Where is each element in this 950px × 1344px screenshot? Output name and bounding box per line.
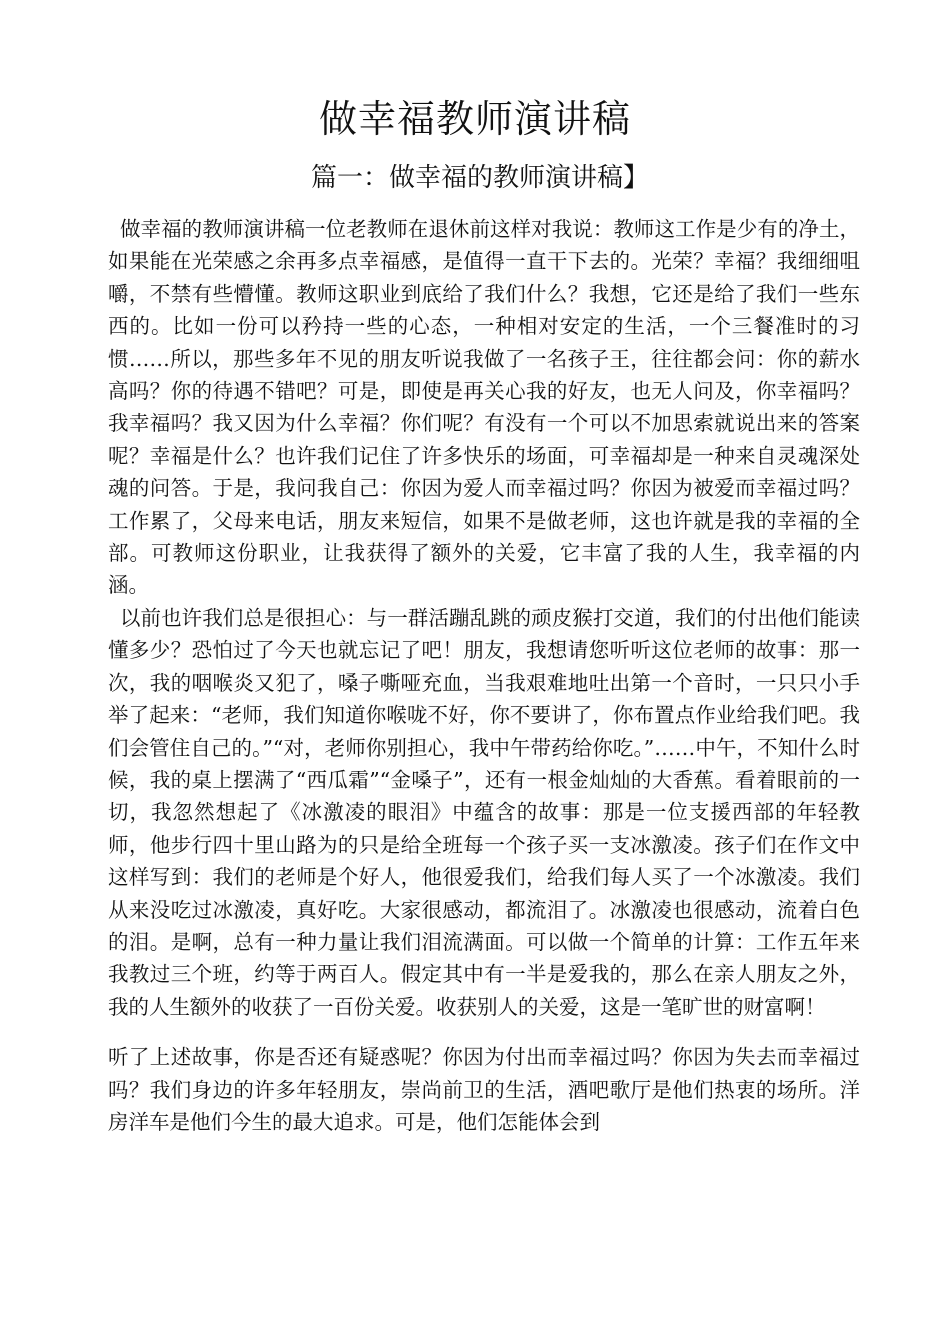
paragraph: 做幸福的教师演讲稿一位老教师在退休前这样对我说：教师这工作是少有的净土，如果能在光荣感之余再多点幸福感，是值得一直干下去的。光荣？幸福？我细细咀嚼，不禁有些懵懂。教师这职业到底给了我们什么？我想，它还是给了我们一些东西的。比如一份可以矜持一些的心态，一种相对安定的生活，一个三餐准时的习惯……所以，那些多年不见的朋友听说我做了一名孩子王，往往都会问：你的薪水高吗？你的待遇不错吧？可是，即使是再关心我的好友，也无人问及，你幸福吗？我幸福吗？我又因为什么幸福？你们呢？有没有一个可以不加思索就说出来的答案呢？幸福是什么？也许我们记住了许多快乐的场面，可幸福却是一种来自灵魂深处魂的问答。于是，我问我自己：你因为爱人而幸福过吗？你因为被爱而幸福过吗？工作累了，父母来电话，朋友来短信，如果不是做老师，这也许就是我的幸福的全部。可教师这份职业，让我获得了额外的关爱，它丰富了我的人生，我幸福的内涵。 [108,217,860,598]
document-subtitle: 篇一：做幸福的教师演讲稿】 [310,163,649,193]
document-body [108,213,860,1138]
paragraph: 听了上述故事，你是否还有疑惑呢？你因为付出而幸福过吗？你因为失去而幸福过吗？我们身边的许多年轻朋友，崇尚前卫的生活，酒吧歌厅是他们热衷的场所。洋房洋车是他们今生的最大追求。可是，他们怎能体会到 [108,1045,860,1134]
paragraph: 以前也许我们总是很担心：与一群活蹦乱跳的顽皮猴打交道，我们的付出他们能读懂多少？恐怕过了今天也就忘记了吧！朋友，我想请您听听这位老师的故事：那一次，我的咽喉炎又犯了，嗓子嘶哑充血，当我艰难地吐出第一个音时，一只只小手举了起来：“老师，我们知道你喉咙不好，你不要讲了，你布置点作业给我们吧。我们会管住自己的。”“对，老师你别担心，我中午带药给你吃。”……中午，不知什么时候，我的桌上摆满了“西瓜霜”“金嗓子”，还有一根金灿灿的大香蕉。看着眼前的一切，我忽然想起了《冰激凌的眼泪》中蕴含的故事：那是一位支援西部的年轻教师，他步行四十里山路为的只是给全班每一个孩子买一支冰激凌。孩子们在作文中这样写到：我们的老师是个好人，他很爱我们，给我们每人买了一个冰激凌。我们从来没吃过冰激凌，真好吃。大家很感动，都流泪了。冰激凌也很感动，流着白色的泪。是啊，总有一种力量让我们泪流满面。可以做一个简单的计算：工作五年来我教过三个班，约等于两百人。假定其中有一半是爱我的，那么在亲人朋友之外，我的人生额外的收获了一百份关爱。收获别人的关爱，这是一笔旷世的财富啊！ [108,605,860,1019]
document-title: 做幸福教师演讲稿 [318,97,631,141]
